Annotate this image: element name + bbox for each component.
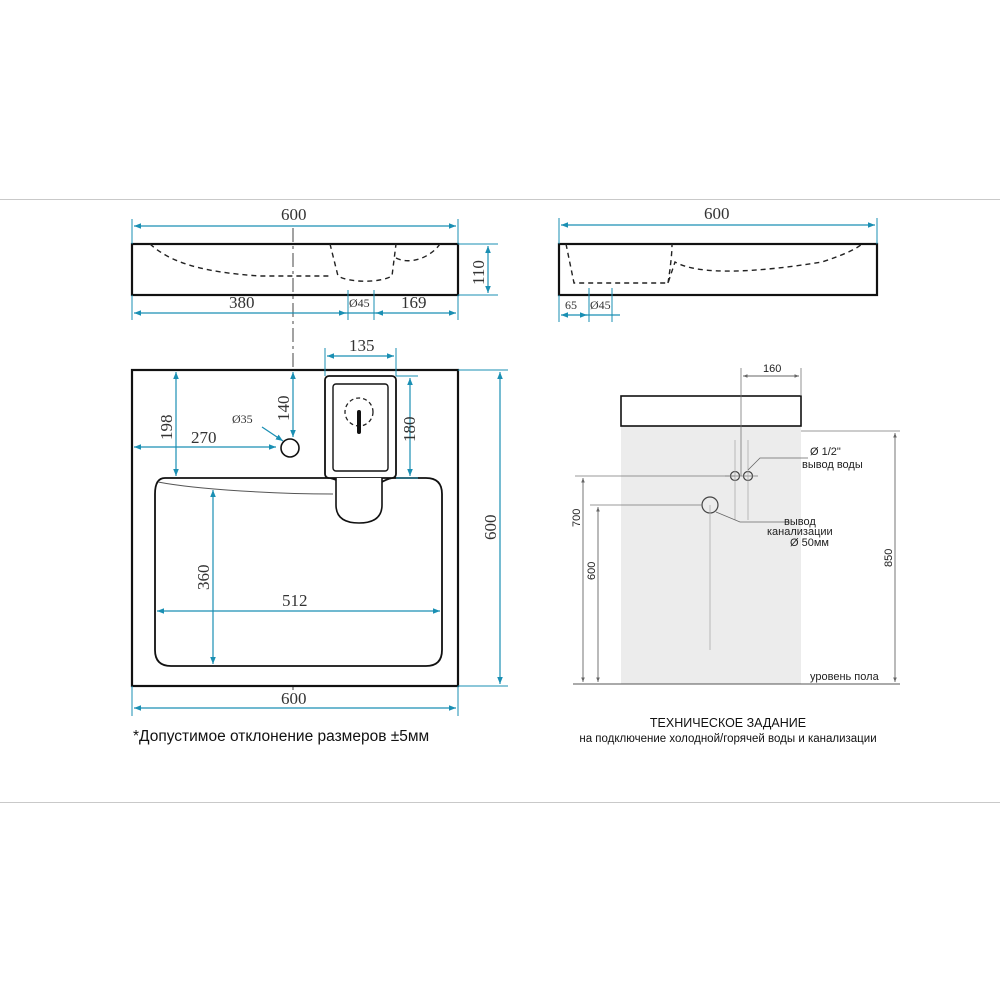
sewer-outlet-line2: канализации [767,526,833,538]
dim-110: 110 [469,260,488,285]
tolerance-note: *Допустимое отклонение размеров ±5мм [133,728,430,745]
wall-area [621,426,801,684]
dim-side-drain-d45: Ø45 [590,298,611,312]
dim-160: 160 [763,363,782,375]
front-elevation-outline [132,244,458,295]
dim-600-depth: 600 [481,514,500,540]
dim-850: 850 [883,548,895,567]
floor-level-label: уровень пола [810,671,879,683]
dim-65: 65 [565,298,577,312]
dim-135: 135 [349,336,375,355]
dim-600-top: 600 [281,205,307,224]
tap-hole [281,439,299,457]
dim-hole-d35: Ø35 [232,412,253,426]
side-elevation [559,204,877,322]
plan-view [132,336,508,716]
dim-drain-d45: Ø45 [349,296,370,310]
overflow-outline [336,478,382,523]
side-elevation-outline [559,244,877,295]
dim-600-bottom: 600 [281,689,307,708]
dim-600-spec: 600 [586,561,598,580]
water-outlet-label: вывод воды [802,459,863,471]
dim-600-side: 600 [704,204,730,223]
water-pipe-size: Ø 1/2" [810,446,841,458]
dim-169: 169 [401,293,427,312]
tech-spec-subtitle: на подключение холодной/горячей воды и канализации [579,733,877,745]
dim-700: 700 [571,508,583,527]
sewer-outlet-line1: вывод [784,516,816,528]
counter-slab [621,396,801,426]
dim-270: 270 [191,428,217,447]
dim-140: 140 [274,395,293,421]
dim-380: 380 [229,293,255,312]
dim-198: 198 [157,414,176,440]
dim-512: 512 [282,591,308,610]
tech-spec-title: ТЕХНИЧЕСКОЕ ЗАДАНИЕ [649,716,807,730]
dim-180: 180 [400,416,419,442]
connection-diagram [571,363,900,684]
sewer-diameter: Ø 50мм [790,537,829,549]
dim-360: 360 [194,564,213,590]
